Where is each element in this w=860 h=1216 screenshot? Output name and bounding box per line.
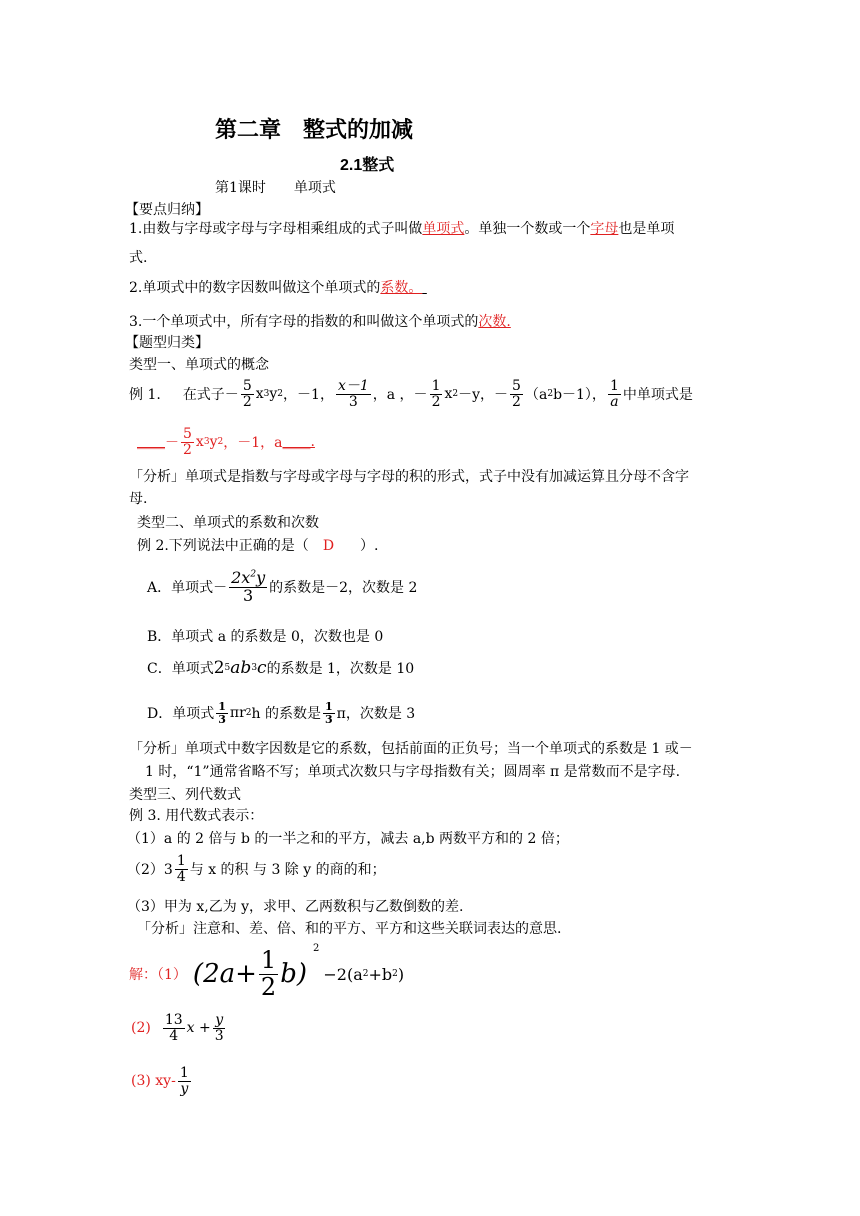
option-d: D．单项式 $\frac{1}{3}$ πr 2 h 的系数是 $\frac{1}{3}$ π，次数是 3 [147,699,416,726]
solution-2: (2) $\frac{13}{4}$ x + $\frac{y}{3}$ [131,1011,224,1044]
analysis-2-cont: 1 时，“1”通常省略不写；单项式次数只与字母指数有关；圆周率 π 是常数而不是字母. [145,764,681,780]
key-point-1-cont: 式. [129,250,148,266]
option-b: B．单项式 a 的系数是 0，次数也是 0 [147,629,384,645]
chapter-title: 第二章 整式的加减 [215,117,414,143]
section-title: 2.1整式 [340,157,395,174]
type3-title: 类型三、列代数式 [129,787,241,803]
key-points-header: 【要点归纳】 [125,202,209,218]
example-1: 例 1. 在式子－ $\frac{5}{2}$ x 3 y 2 ，－1， $\frac{x-1}{3}$ ，a ，－ $\frac{1}{2}$ x 2 －y，－ $\frac{5}{2}$ （a 2 b－1）， $\frac{1}{a}$ 中单项式是 [129,377,693,410]
type1-title: 类型一、单项式的概念 [129,357,269,373]
analysis-3: 「分析」注意和、差、倍、和的平方、平方和这些关联词表达的意思. [137,921,562,937]
key-point-2: 2.单项式中的数字因数叫做这个单项式的系数。 [129,280,423,296]
question-2: （2）3 $\frac{1}{4}$ 与 x 的积 与 3 除 y 的商的和； [127,852,386,885]
example-3: 例 3. 用代数式表示： [129,808,264,824]
question-3: （3）甲为 x,乙为 y，求甲、乙两数积与乙数倒数的差. [127,899,464,915]
analysis-1-cont: 母. [129,491,148,507]
option-c: C．单项式 2 5 ab 3 c 的系数是 1，次数是 10 [147,658,415,678]
example-1-answer: ____ － $\frac{5}{2}$ x 3 y 2 ，－1，a ____. [137,425,315,458]
key-point-3: 3.一个单项式中，所有字母的指数的和叫做这个单项式的次数. [129,314,511,330]
key-point-1: 1.由数与字母或字母与字母相乘组成的式子叫做单项式。单独一个数或一个字母也是单项 [129,221,675,237]
example-2: 例 2.下列说法中正确的是（ D ）. [137,538,379,554]
types-header: 【题型归类】 [125,335,209,351]
lesson-title: 第1课时 单项式 [215,180,336,196]
analysis-1: 「分析」单项式是指数与字母或字母与字母的积的形式，式子中没有加减运算且分母不含字 [129,469,689,485]
analysis-2: 「分析」单项式中数字因数是它的系数，包括前面的正负号；当一个单项式的系数是 1 或－ [129,741,693,757]
type2-title: 类型二、单项式的系数和次数 [137,515,319,531]
solution-3: (3) xy- $\frac{1}{y}$ [131,1064,189,1097]
question-1: （1）a 的 2 倍与 b 的一半之和的平方，减去 a,b 两数平方和的 2 倍； [127,831,569,847]
option-a: A．单项式 － $\frac{2x^2y}{3}$ 的系数是－2，次数是 2 [147,567,418,605]
solution-1: 解：（1） (2a+ $\frac{1}{2}$ b) 2 −2(a 2 +b 2 ) [129,943,405,1001]
